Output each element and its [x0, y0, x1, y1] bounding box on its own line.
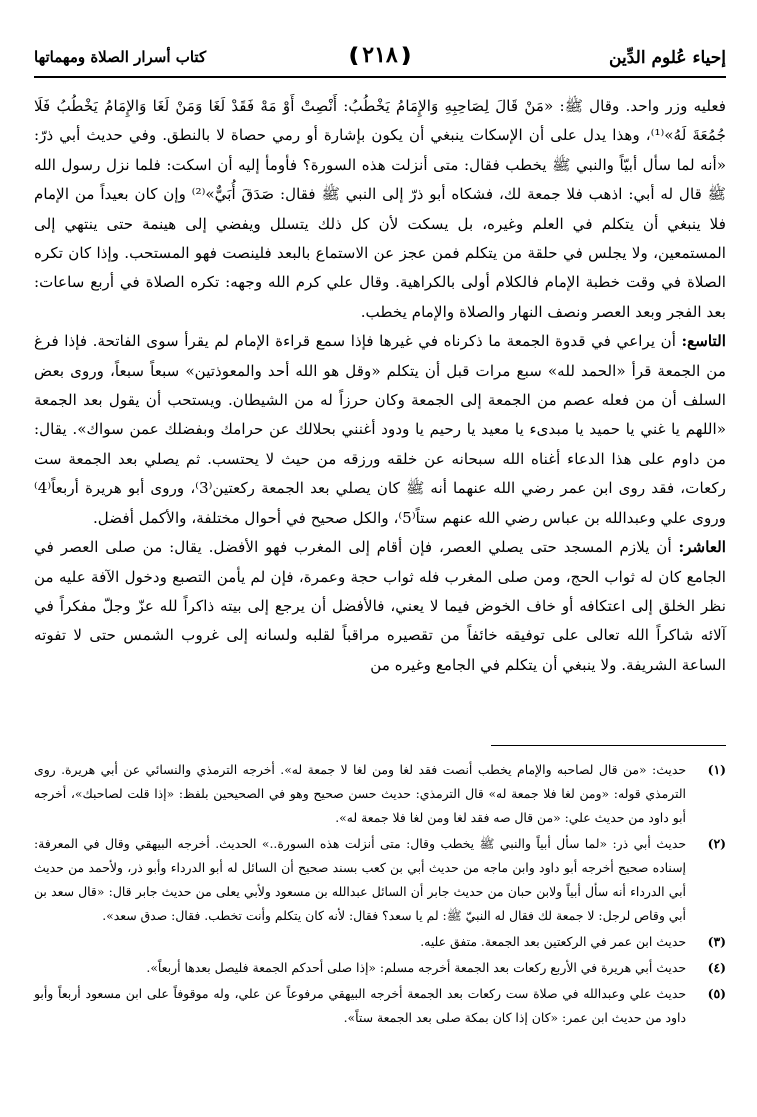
header-rule [34, 76, 726, 78]
footnotes [34, 758, 726, 1032]
page-number-block [334, 42, 426, 68]
footnote-text: حديث: «من قال لصاحبه والإمام يخطب أنصت فقد لغا ومن لغا لا جمعة له». أخرجه الترمذي والنسائي عن أبي هريرة. روى الترمذي قوله: «ومن لغا فلا جمعة له» قال الترمذي: حديث حسن صحيح وهو في الصحيحين بلفظ: «إذا قلت لصاحبك»، أخرجه أبو داود من حديث علي: «من قال صه فقد لغا ومن لغا فلا جمعة له». [34, 762, 686, 825]
footnote-5 [34, 982, 726, 1030]
footnote-number: (٤) [707, 960, 726, 975]
footnote-rule [491, 745, 726, 746]
footnote-text: حديث علي وعبدالله في صلاة ست ركعات بعد الجمعة أخرجه البيهقي مرفوعاً عن علي، وله موقوفاً على ابن مسعود أربعاً وأبو داود من حديث ابن عمر: «كان إذا كان بمكة صلى بعد الجمعة ستاً». [34, 986, 686, 1025]
paragraph-2-lead: التاسع: [681, 332, 726, 351]
footnote-3 [34, 930, 726, 954]
ornament-left-icon: ❪ [397, 43, 415, 67]
paragraph-3-lead: العاشر: [678, 538, 726, 557]
page [34, 0, 726, 1117]
paragraph-1: فعليه وزر واحد. وقال ﷺ: «مَنْ قَالَ لِصَاحِبِهِ وَالإِمَامُ يَخْطُبُ: أَنْصِتْ أَوْ مَهْ فَقَدْ لَغَا وَمَنْ لَغَا وَالإِمَامُ يَخْطُبُ فَلَا جُمُعَةَ لَهُ»⁽¹⁾، وهذا يدل على أن الإسكات ينبغي أن يكون بإشارة أو رمي حصاة لا بالنطق. وفي حديث أبي ذرّ: «أنه لما سأل أبيّاً والنبي ﷺ يخطب فقال: متى أنزلت هذه السورة؟ فأومأ إليه أن اسكت: فلما نزل رسول الله ﷺ قال له أبي: اذهب فلا جمعة لك، فشكاه أبو ذرّ إلى النبي ﷺ فقال: صَدَقَ أُبَيٌّ»⁽²⁾ وإن كان بعيداً من الإمام فلا ينبغي أن يتكلم في العلم وغيره، بل يسكت لأن كل ذلك يتسلل ويفضي إلى هينمة حتى ينتهي إلى المستمعين، ولا يجلس في حلقة من يتكلم فمن عجز عن الاستماع بالبعد فلينصت فهو المستحب. وإذا كان تكره الصلاة في وقت خطبة الإمام فالكلام أولى بالكراهية. وقال علي كرم الله وجهه: تكره الصلاة في أربع ساعات: بعد الفجر وبعد العصر ونصف النهار والصلاة والإمام يخطب. [34, 97, 726, 321]
footnote-text: حديث أبي هريرة في الأربع ركعات بعد الجمعة أخرجه مسلم: «إذا صلى أحدكم الجمعة فليصل بعدها أربعاً». [146, 960, 686, 975]
footnote-number: (١) [707, 762, 726, 777]
footnote-number: (٥) [707, 986, 726, 1001]
page-number: ٢١٨ [362, 42, 398, 68]
footnote-1 [34, 758, 726, 830]
paragraph-3 [34, 533, 726, 680]
footnote-text: حديث ابن عمر في الركعتين بعد الجمعة. متفق عليه. [420, 934, 686, 949]
book-title: إحياء عُلوم الدِّين [609, 48, 726, 68]
running-header [34, 40, 726, 76]
main-text [34, 92, 726, 680]
footnote-number: (٢) [707, 836, 726, 851]
paragraph-3-text: أن يلازم المسجد حتى يصلي العصر، فإن أقام إلى المغرب فهو الأفضل. يقال: من صلى العصر في الجامع كان له ثواب الحج، ومن صلى المغرب فله ثواب حجة وعمرة، فإن لم يأمن التصبع ودخول الآفة عليه من نظر الخلق إلى اعتكافه أو خاف الخوض فيما لا يعني، فالأفضل أن يرجع إلى بيته ذاكراً لله عزّ وجلّ مفكراً في آلائه شاكراً الله تعالى على توفيقه خائفاً من تقصيره مراقباً لقلبه ولسانه إلى غروب الشمس حتى لا تفوته الساعة الشريفة. ولا ينبغي أن يتكلم في الجامع وغيره من [34, 538, 726, 674]
paragraph-2 [34, 327, 726, 533]
paragraph-2-text: أن يراعي في قدوة الجمعة ما ذكرناه في غيرها فإذا سمع قراءة الإمام لم يقرأ سوى الفاتحة. فإذا فرغ من الجمعة قرأ «الحمد لله» سبع مرات قبل أن يتكلم «وقل هو الله أحد والمعوذتين» سبعاً سبعاً، وروى بعض السلف أن من فعله عصم من الجمعة إلى الجمعة وكان حرزاً له من الشيطان. ويستحب أن يقول بعد الجمعة «اللهم يا غني يا حميد يا مبدىء يا معيد يا رحيم يا ودود أغنني بحلالك عن حرامك وبفضلك عمن سواك». يقال: من داوم على هذا الدعاء أغناه الله سبحانه عن خلقه ورزقه من حيث لا يحتسب. ثم يصلي بعد الجمعة ست ركعات، فقد روى ابن عمر رضي الله عنهما أنه ﷺ كان يصلي بعد الجمعة ركعتين⁽3⁾، وروى أبو هريرة أربعاً⁽4⁾ وروى علي وعبدالله بن عباس رضي الله عنهم ستاً⁽5⁾، والكل صحيح في أحوال مختلفة، والأكمل أفضل. [34, 332, 727, 527]
footnote-text: حديث أبي ذر: «لما سأل أبياً والنبي ﷺ يخطب وقال: متى أنزلت هذه السورة..» الحديث. أخرجه البيهقي وقال في المعرفة: إسناده صحيح أخرجه أبو داود وابن ماجه من حديث أبي بن كعب بسند صحيح أن السائل له أبو الدرداء وأبو ذر، ولأحمد من حديث أبي الدرداء أنه سأل أبياً ولابن حبان من حديث جابر أن السائل عبدالله بن مسعود ولأبي يعلى من حديث جابر قال: «قال سعد بن أبي وقاص لرجل: لا جمعة لك فقال له النبيّ ﷺ: لم يا سعد؟ فقال: لأنه كان يتكلم وأنت تخطب. فقال: صدق سعد». [34, 836, 686, 923]
footnote-4 [34, 956, 726, 980]
ornament-right-icon: ❫ [345, 43, 363, 67]
footnote-number: (٣) [707, 934, 726, 949]
chapter-title: كتاب أسرار الصلاة ومهماتها [34, 48, 207, 66]
footnote-2 [34, 832, 726, 928]
